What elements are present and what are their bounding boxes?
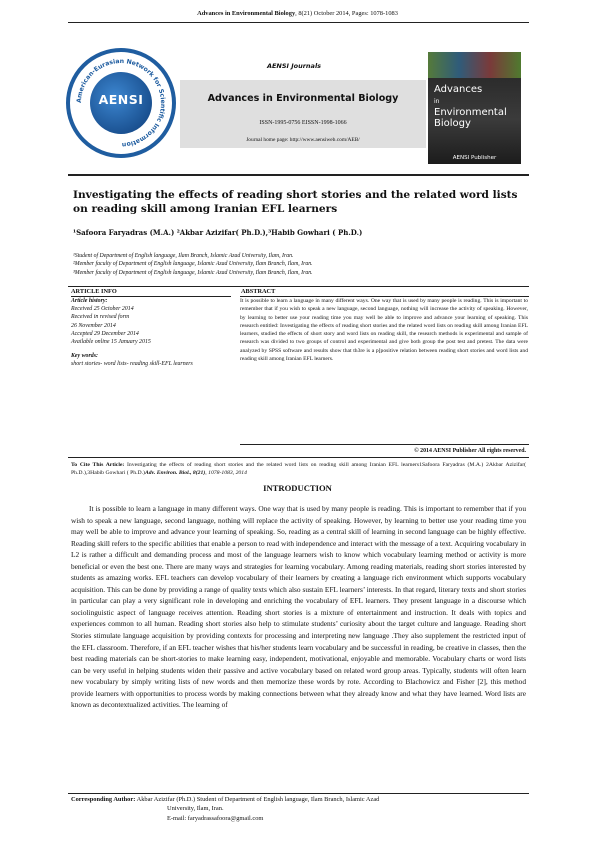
corr-email[interactable]: E-mail: faryadrassafoora@gmail.com [167, 814, 264, 822]
journal-homepage[interactable]: Journal home page: http://www.aensiweb.com/AEB/ [246, 137, 360, 143]
history-online: Available online 15 January 2015 [71, 339, 151, 346]
cover-photo-strip [428, 52, 521, 78]
journal-cover [428, 52, 521, 164]
copyright: © 2014 AENSI Publisher All rights reserved. [414, 448, 526, 454]
abstract-bottom-rule [240, 444, 529, 445]
cover-title-1: Advances [434, 84, 483, 95]
cite-label: To Cite This Article: [71, 462, 125, 468]
article-title: Investigating the effects of reading short stories and the related word lists on reading skill among Iranian EFL learners [73, 189, 518, 215]
affiliation-1: ¹Student of Department of English language, Ilam Branch, Islamic Azad University, Ilam, Iran. [73, 253, 294, 259]
history-revised-date: 26 November 2014 [71, 322, 116, 329]
history-received: Received 25 October 2014 [71, 306, 134, 313]
history-revised: Received in revised form [71, 314, 130, 321]
cover-publisher: AENSI Publisher [452, 155, 497, 161]
article-info-heading: ARTICLE INFO [71, 288, 117, 295]
affiliation-3: ³Member faculty of Department of English language, Islamic Azad University, Ilam Branch, Ilam, Iran. [73, 269, 313, 276]
cover-title [434, 84, 521, 129]
introduction-paragraph: It is possible to learn a language in many different ways. One way that is used by many people is reading. This is important to remember that if you wish to speak a new language, second language, nothing will replace the activity of speaking. However, by learning to better use your reading time you may well be able to improve and advance your learning of speaking. So, reading as a central skill of learning in second language can be highly effective. Reading skill refers to the specific abilities that enable a person to read with independence and interact with the message of a text. Acquiring vocabulary in L2 is rather a difficult and demanding process and most of the language learners wish to know which vocabulary learning method or activity is more beneficial or even the best one. There are many ways and strategies for learning vocabulary. Among reading materials, reading short stories interested by students as amazing works. EFL teachers can develop vocabulary of their learners by creating a language rich environment which supports vocabulary acquisition. This can be done by providing a range of quality texts which also sustain EFL learners’ interests. In that regard, literary texts and short stories in particular can play a very significant role in developing and enriching the vocabulary of EFL learners. They present language in a discourse which sociolinguistic aspect of language receives attention. Reading short stories is a mixture of entertainment and instruction. It deals with topics and experiences common to all human. Reading short stories also help to stimulate students’ curiosity about the target culture and language. Reading short Stories stimulate language acquisition by providing contexts for processing and interpreting new language .They also supplement the restricted input of the EFL classroom. Therefore, if an EFL teacher wishes that his/her students learn vocabulary and be successful in reading, be creative in classes, then the best reading materials can be short-stories to make learning easy, independent, motivational, enjoyable and memorable. Vocabulary charts or word lists can be very useful in helping students widen their passive and active vocabulary based on related word group areas. Typically, students will often learn new vocabulary by simply writing lists of new words and then memorize these words by rote. According to Blachowicz and Fisher [2], this method provide learners with opportunities to process words by making connections between what they already know and what they have learned. Word lists are known as decontextualized activities. The learning of [71, 504, 526, 710]
abstract-text: It is possible to learn a language in many different ways. One way that is used by many people is reading. This is important to remember that if you wish to speak a new language, second language, nothing will increase the activity of speaking. However, by learning to better use your reading time you may well be able to improve and advance your learning of speaking. This research entitled: Investigating the effects of reading short stories and the related word lists on reading skill among Iranian EFL learners, studied the effects of short story and word lists on reading skill, the research methods is experimental and sample of research was divided to two groups of control and experimental and give both group the post test and pretest. The data were analyzed by SPSS software and results show that th3re is a p[positive relation between reading short stories and word lists and reading skill among Iranian EFL learners. [240, 298, 528, 363]
cover-title-in: in [434, 98, 440, 105]
citation [71, 461, 526, 477]
affiliations [73, 252, 525, 277]
issn: ISSN-1995-0756 EISSN-1998-1066 [259, 120, 347, 126]
journal-name: Advances in Environmental Biology [207, 93, 399, 104]
article-info [71, 297, 231, 369]
running-header [0, 10, 595, 17]
corr-label: Corresponding Author: [71, 796, 136, 803]
header-rule [68, 22, 529, 23]
corr-line2: University, Ilam, Iran. [167, 805, 224, 813]
introduction-heading: INTRODUCTION [263, 483, 332, 493]
history-accepted: Accepted 29 December 2014 [71, 330, 139, 337]
authors: ¹Safoora Faryadras (M.A.) ²Akbar Azizifar( Ph.D.),³Habib Gowhari ( Ph.D.) [73, 228, 363, 237]
corresponding-author [71, 795, 526, 823]
cite-top-rule [68, 457, 529, 458]
logo-ring-text: American-Eurasian Network for Scientific Information [75, 57, 167, 149]
info-top-rule [68, 286, 529, 287]
logo-word: AENSI [98, 92, 144, 107]
cover-title-2: Environmental Biology [434, 107, 507, 129]
keywords-label: Key words: [71, 353, 98, 360]
affiliation-2: ²Member faculty of Department of English language, Islamic Azad University, Ilam Branch, Ilam, Iran. [73, 261, 313, 268]
cite-journal: Adv. Environ. Biol., 8(21) [144, 470, 206, 477]
abstract-heading: ABSTRACT [241, 288, 276, 295]
cite-text: Investigating the effects of reading short stories and the related word lists on reading skill among Iranian EFL learners1Safoora Faryadras (M.A.) 2Akbar Azizifar( Ph.D.),3Habib Gowhari ( Ph.D.) [71, 462, 526, 477]
aensi-logo [66, 48, 176, 158]
running-journal: Advances in Environmental Biology [197, 10, 296, 17]
publisher-tag: AENSI Journals [266, 62, 322, 70]
masthead-rule [68, 174, 529, 176]
keywords: short stories- word lists- reading skill-EFL learners [71, 361, 193, 368]
cite-pages: , 1078-1083, 2014 [205, 470, 247, 477]
footer-rule [68, 793, 529, 794]
running-details: , 8(21) October 2014, Pages: 1078-1083 [295, 10, 398, 17]
corr-line1: Akbar Azizifar (Ph.D.) Student of Department of English language, Ilam Branch, Islamic Azad [135, 796, 380, 803]
history-label: Article history: [71, 298, 108, 304]
introduction-body [71, 503, 526, 711]
